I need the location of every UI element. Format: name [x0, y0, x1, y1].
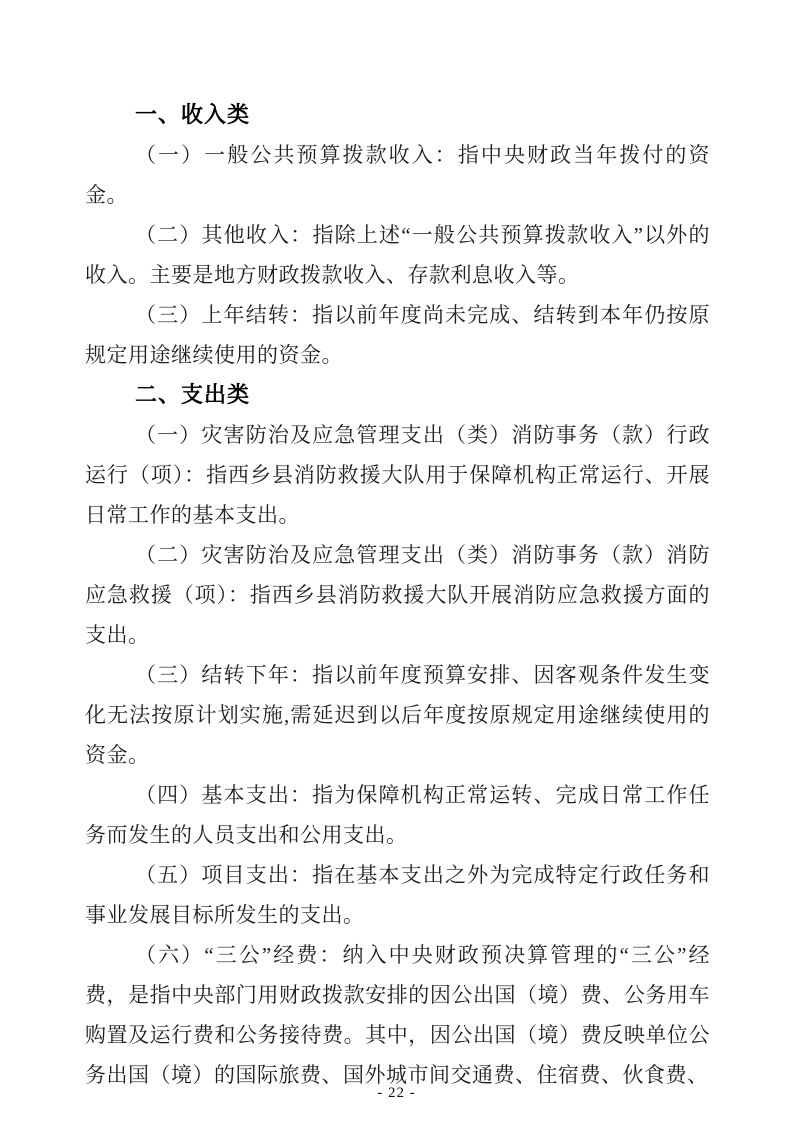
paragraph-expenditure-5: （五）项目支出：指在基本支出之外为完成特定行政任务和事业发展目标所发生的支出。	[85, 863, 710, 927]
document-body	[85, 95, 710, 1095]
section-heading-income: 一、收入类	[135, 102, 251, 127]
paragraph-expenditure-6: （六）“三公”经费：纳入中央财政预决算管理的“三公”经费，是指中央部门用财政拨款安排的因公出国（境）费、公务用车购置及运行费和公务接待费。其中，因公出国（境）费反映单位公务出国（境）的国际旅费、国外城市间交通费、住宿费、伙食费、	[85, 943, 710, 1087]
section-heading-expenditure: 二、支出类	[135, 382, 251, 407]
paragraph-income-2: （二）其他收入：指除上述“一般公共预算拨款收入”以外的收入。主要是地方财政拨款收入、存款利息收入等。	[85, 223, 710, 287]
paragraph-expenditure-1: （一）灾害防治及应急管理支出（类）消防事务（款）行政运行（项）：指西乡县消防救援大队用于保障机构正常运行、开展日常工作的基本支出。	[85, 423, 710, 527]
paragraph-expenditure-2: （二）灾害防治及应急管理支出（类）消防事务（款）消防应急救援（项）：指西乡县消防救援大队开展消防应急救援方面的支出。	[85, 543, 710, 647]
paragraph-income-3: （三）上年结转：指以前年度尚未完成、结转到本年仍按原规定用途继续使用的资金。	[85, 303, 710, 367]
paragraph-income-1: （一）一般公共预算拨款收入：指中央财政当年拨付的资金。	[85, 143, 710, 207]
paragraph-expenditure-3: （三）结转下年：指以前年度预算安排、因客观条件发生变化无法按原计划实施,需延迟到以后年度按原规定用途继续使用的资金。	[85, 663, 710, 767]
paragraph-expenditure-4: （四）基本支出：指为保障机构正常运转、完成日常工作任务而发生的人员支出和公用支出。	[85, 783, 710, 847]
page-number: - 22 -	[377, 1085, 416, 1101]
